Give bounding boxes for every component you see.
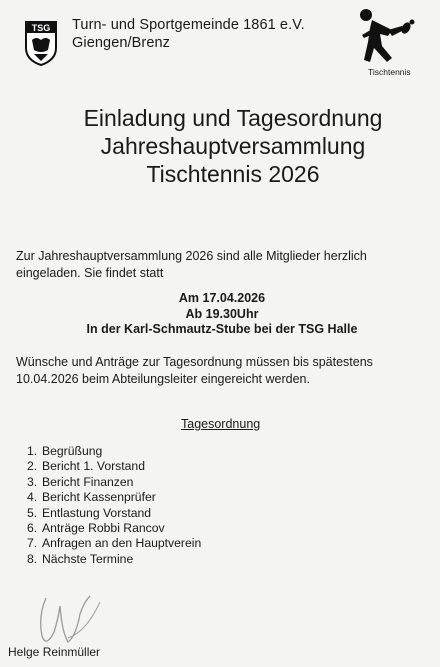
club-name-line1: Turn- und Sportgemeinde 1861 e.V. [72, 17, 305, 33]
sport-caption: Tischtennis [368, 67, 411, 77]
handwritten-signature-icon [28, 592, 114, 652]
document-title [0, 104, 440, 188]
agenda-item: 7. Anfragen an den Hauptverein [27, 536, 202, 551]
agenda-list [27, 444, 201, 567]
agenda-heading: Tagesordnung [181, 417, 261, 431]
agenda-item: 2. Bericht 1. Vorstand [27, 459, 145, 474]
crest-text: TSG [31, 23, 51, 33]
club-crest-icon [24, 20, 58, 66]
title-line1: Einladung und Tagesordnung [83, 105, 383, 131]
submission-note: Wünsche und Anträge zur Tagesordnung müssen bis spätestens 10.04.2026 beim Abteilungsleiter eingereicht werden. [16, 355, 373, 386]
meeting-date: Am 17.04.2026 [178, 291, 266, 305]
intro-paragraph: Zur Jahreshauptversammlung 2026 sind alle Mitglieder herzlich eingeladen. Sie findet statt [16, 249, 367, 280]
agenda-item: 1. Begrüßung [27, 444, 103, 458]
meeting-details [0, 291, 440, 338]
signer-name: Helge Reinmüller [8, 645, 101, 659]
agenda-item: 5. Entlastung Vorstand [27, 505, 152, 520]
club-name [72, 16, 305, 52]
table-tennis-player-icon [358, 8, 424, 64]
meeting-time: Ab 19.30Uhr [185, 306, 259, 321]
agenda-item: 6. Anträge Robbi Rancov [27, 521, 165, 536]
agenda-item: 8. Nächste Termine [27, 551, 134, 566]
agenda-item: 3. Bericht Finanzen [27, 474, 134, 489]
meeting-location: In der Karl-Schmautz-Stube bei der TSG Halle [86, 322, 358, 336]
title-line3: Tischtennis 2026 [146, 161, 320, 187]
title-line2: Jahreshauptversammlung [100, 133, 366, 159]
club-name-line2: Giengen/Brenz [72, 35, 171, 51]
agenda-item: 4. Bericht Kassenprüfer [27, 490, 156, 505]
